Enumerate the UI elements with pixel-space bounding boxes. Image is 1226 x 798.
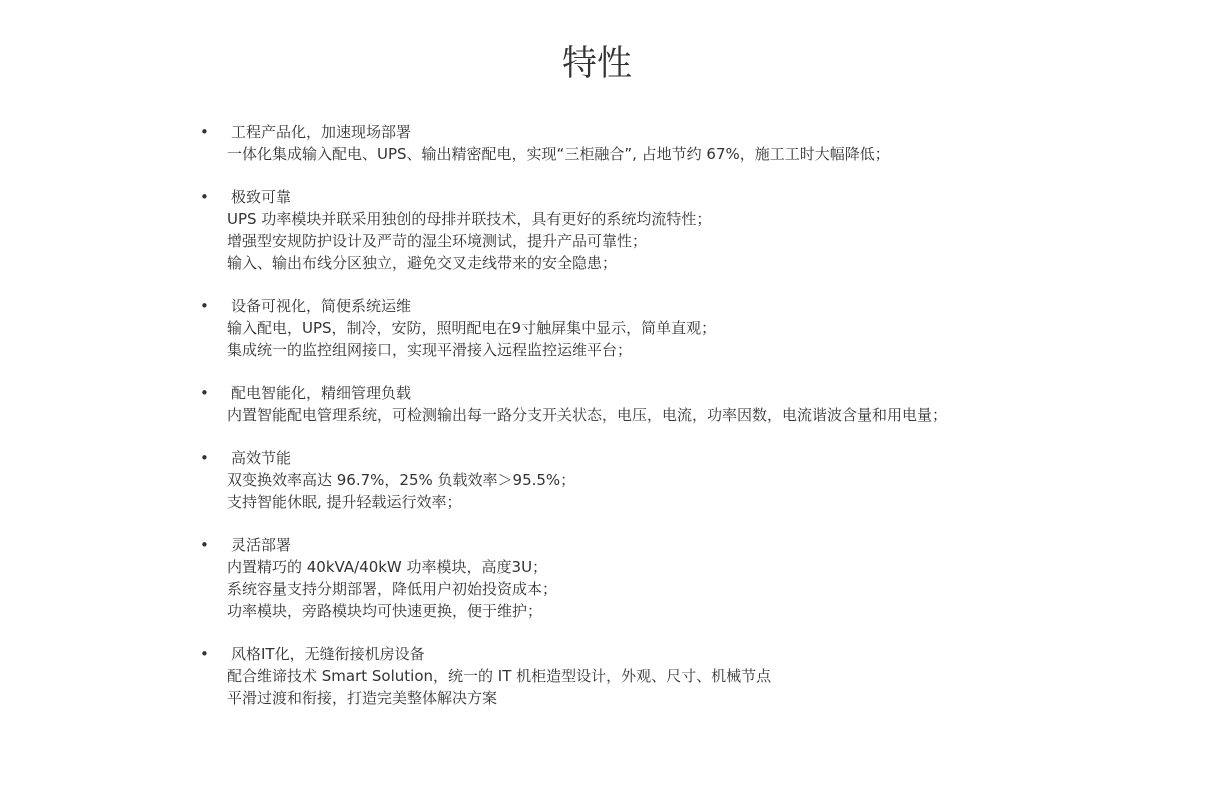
feature-description [227, 404, 970, 426]
feature-title: 工程产品化，加速现场部署 [231, 123, 412, 141]
feature-title: 灵活部署 [231, 536, 292, 554]
feature-line: 内置智能配电管理系统，可检测输出每一路分支开关状态，电压，电流，功率因数，电流谐波含量和用电量； [227, 406, 948, 424]
feature-item [200, 186, 970, 274]
feature-item [200, 534, 970, 622]
feature-title: 高效节能 [231, 449, 292, 467]
feature-line: 配合维谛技术 Smart Solution，统一的 IT 机柜造型设计，外观、尺寸、机械节点 [227, 667, 772, 685]
feature-line: 平滑过渡和衔接，打造完美整体解决方案 [227, 689, 498, 707]
feature-line: 功率模块，旁路模块均可快速更换，便于维护； [227, 602, 543, 620]
feature-description [227, 556, 970, 622]
feature-title: 极致可靠 [231, 188, 292, 206]
feature-list [200, 121, 970, 730]
bullet-icon: • [200, 123, 209, 141]
feature-description [227, 469, 970, 513]
bullet-icon: • [200, 188, 209, 206]
feature-item [200, 643, 970, 709]
feature-description [227, 665, 970, 709]
bullet-icon: • [200, 536, 209, 554]
page-title: 特性 [561, 44, 632, 84]
bullet-icon: • [200, 645, 209, 663]
feature-line: 增强型安规防护设计及严苛的湿尘环境测试，提升产品可靠性； [227, 232, 648, 250]
feature-line: 双变换效率高达 96.7%，25% 负载效率＞95.5%； [227, 471, 576, 489]
feature-line: 支持智能休眠, 提升轻载运行效率； [227, 493, 462, 511]
feature-line: 内置精巧的 40kVA/40kW 功率模块，高度3U； [227, 558, 548, 576]
feature-description [227, 143, 970, 165]
feature-title: 配电智能化，精细管理负载 [231, 384, 412, 402]
feature-line: 输入配电，UPS，制冷，安防，照明配电在9寸触屏集中显示，简单直观； [227, 319, 717, 337]
feature-heading [200, 447, 970, 469]
bullet-icon: • [200, 297, 209, 315]
feature-heading [200, 186, 970, 208]
bullet-icon: • [200, 449, 209, 467]
feature-description [227, 208, 970, 274]
bullet-icon: • [200, 384, 209, 402]
feature-item [200, 447, 970, 513]
feature-heading [200, 121, 970, 143]
feature-description [227, 317, 970, 361]
feature-heading [200, 382, 970, 404]
feature-item [200, 382, 970, 426]
feature-item [200, 121, 970, 165]
feature-line: UPS 功率模块并联采用独创的母排并联技术，具有更好的系统均流特性； [227, 210, 712, 228]
feature-line: 集成统一的监控组网接口，实现平滑接入远程监控运维平台； [227, 341, 633, 359]
feature-line: 输入、输出布线分区独立，避免交叉走线带来的安全隐患； [227, 254, 618, 272]
feature-item [200, 295, 970, 361]
feature-heading [200, 295, 970, 317]
feature-title: 风格IT化，无缝衔接机房设备 [231, 645, 425, 663]
feature-title: 设备可视化，简便系统运维 [231, 297, 412, 315]
feature-heading [200, 643, 970, 665]
feature-line: 系统容量支持分期部署，降低用户初始投资成本； [227, 580, 558, 598]
feature-heading [200, 534, 970, 556]
feature-line: 一体化集成输入配电、UPS、输出精密配电，实现“三柜融合”, 占地节约 67%，施工工时大幅降低； [227, 145, 890, 163]
